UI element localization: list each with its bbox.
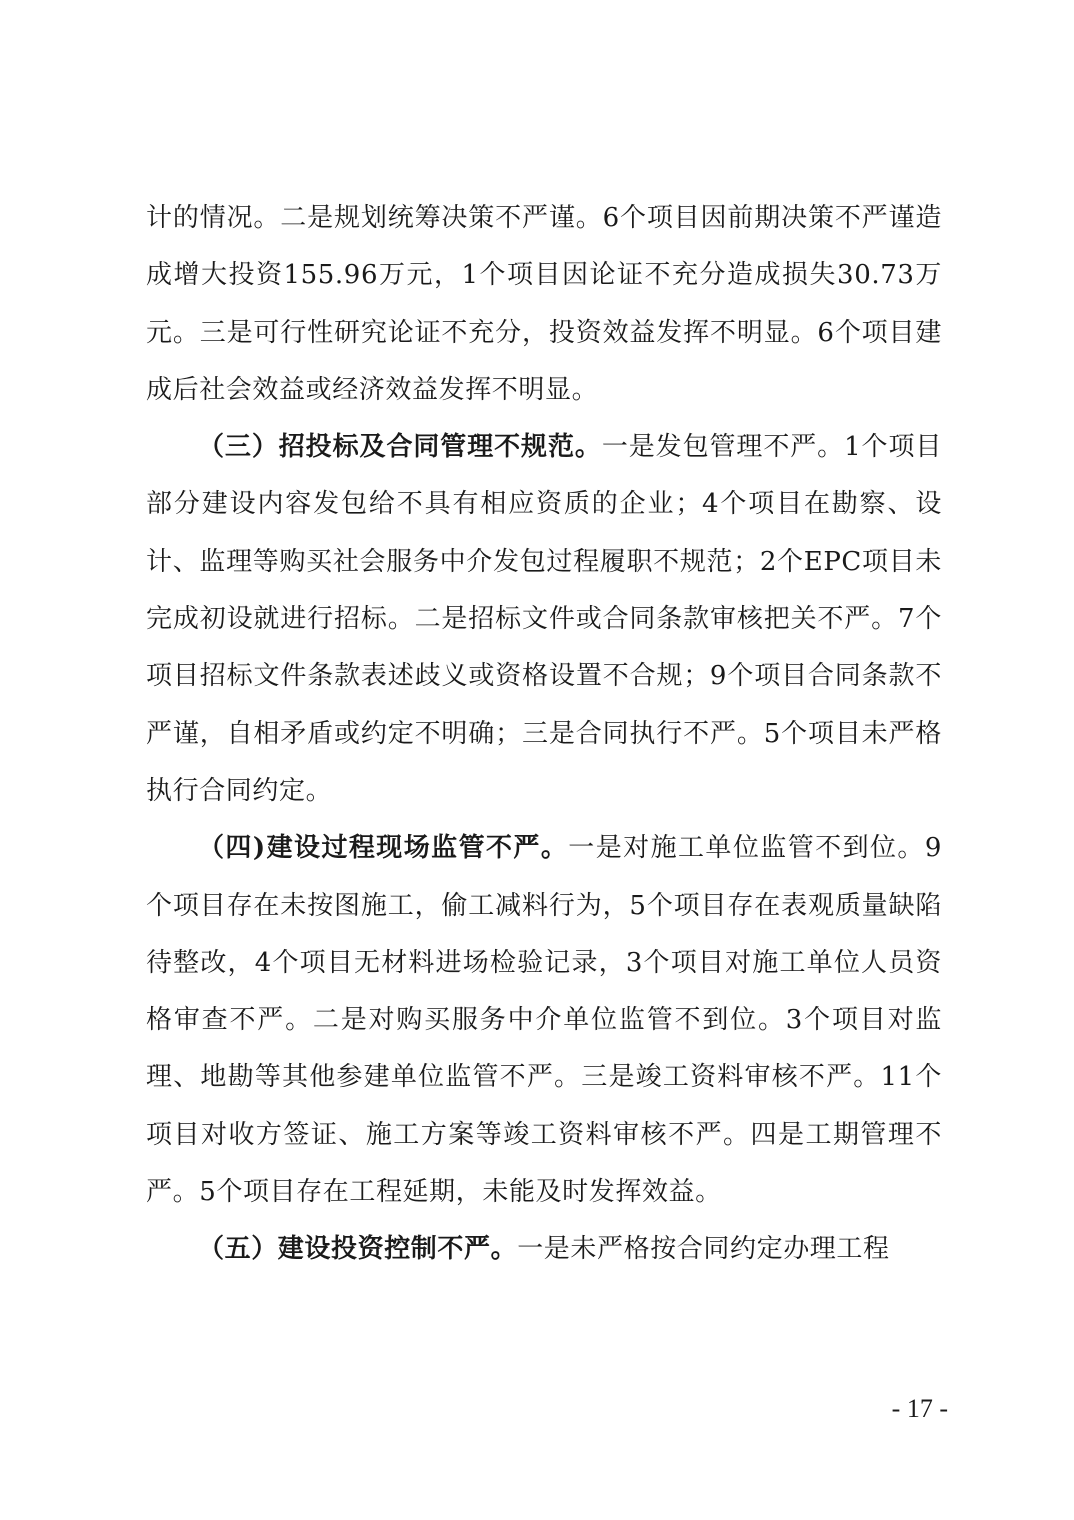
paragraph-section-5 [146,1221,942,1278]
paragraph-text: 一是发包管理不严。1个项目部分建设内容发包给不具有相应资质的企业；4个项目在勘察、设计、监理等购买社会服务中介发包过程履职不规范；2个EPC项目未完成初设就进行招标。二是招标文件或合同条款审核把关不严。7个项目招标文件条款表述歧义或资格设置不合规；9个项目合同条款不严谨，自相矛盾或约定不明确；三是合同执行不严。5个项目未严格执行合同约定。 [146,432,942,806]
section-heading-5: （五）建设投资控制不严。 [198,1234,518,1265]
paragraph-section-4 [146,820,942,1221]
body-text [146,190,942,1279]
paragraph-text: 一是对施工单位监管不到位。9个项目存在未按图施工，偷工减料行为，5个项目存在表观质量缺陷待整改，4个项目无材料进场检验记录，3个项目对施工单位人员资格审查不严。二是对购买服务中介单位监管不到位。3个项目对监理、地勘等其他参建单位监管不严。三是竣工资料审核不严。11个项目对收方签证、施工方案等竣工资料审核不严。四是工期管理不严。5个项目存在工程延期，未能及时发挥效益。 [146,833,942,1208]
paragraph-text: 一是未严格按合同约定办理工程 [517,1234,890,1265]
section-heading-4: （四)建设过程现场监管不严。 [198,833,569,864]
paragraph-text: 计的情况。二是规划统筹决策不严谨。6个项目因前期决策不严谨造成增大投资155.96万元，1个项目因论证不充分造成损失30.73万元。三是可行性研究论证不充分，投资效益发挥不明显。6个项目建成后社会效益或经济效益发挥不明显。 [146,203,942,405]
paragraph-section-3 [146,419,942,820]
page-number: - 17 - [891,1394,948,1423]
paragraph-continuation [146,190,942,419]
section-heading-3: （三）招投标及合同管理不规范。 [198,432,602,463]
